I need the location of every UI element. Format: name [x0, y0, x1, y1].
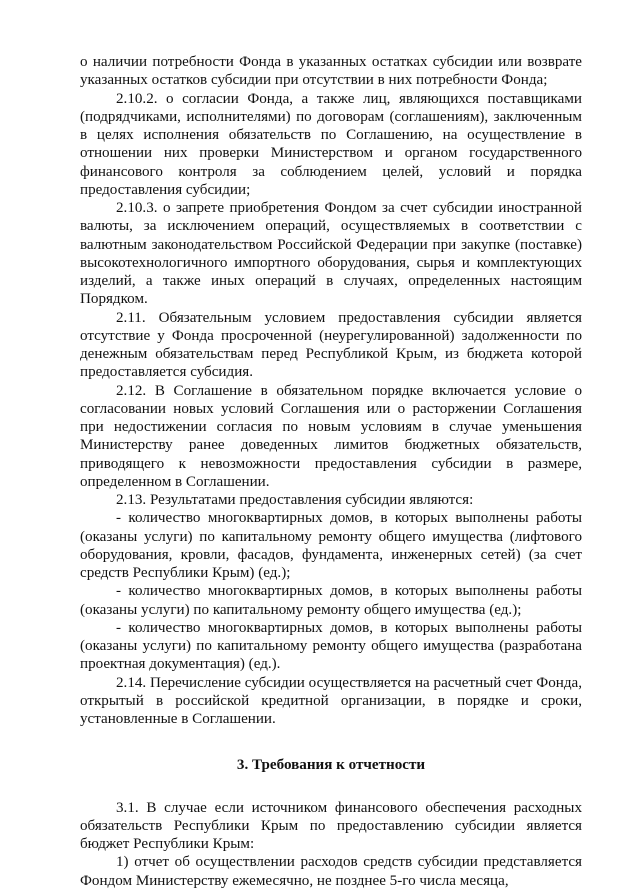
list-item-result-3: - количество многоквартирных домов, в которых выполнены работы (оказаны услуги) по капитальному ремонту общего имущества (разработана проектная документация) (ед.). — [80, 619, 582, 673]
paragraph-2-11: 2.11. Обязательным условием предоставления субсидии является отсутствие у Фонда просроченной (неурегулированной) задолженности по денежным обязательствам перед Республикой Крым, из бюджета которой предоставляется субсидия. — [80, 309, 582, 381]
paragraph-3-1: 3.1. В случае если источником финансового обеспечения расходных обязательств Республики Крым по предоставлению субсидии является бюджет Республики Крым: — [80, 799, 582, 852]
paragraph-3-1-1: 1) отчет об осуществлении расходов средств субсидии представляется Фондом Министерству ежемесячно, не позднее 5-го числа месяца, — [80, 854, 582, 889]
paragraph-2-12: 2.12. В Соглашение в обязательном порядке включается условие о согласовании новых условий Соглашения или о расторжении Соглашения при недостижении согласия по новым условиям в случае уменьшения Министерству ранее доведенных лимитов бюджетных обязательств, приводящего к невозможности предоставления субсидии в размере, определенном в Соглашении. — [80, 382, 582, 490]
document-page — [80, 53, 582, 890]
paragraph-2-10-2: 2.10.2. о согласии Фонда, а также лиц, являющихся поставщиками (подрядчиками, исполнителями) по договорам (соглашениям), заключенным в целях исполнения обязательств по Соглашению, на осуществление в отношении них проверки Министерством и органом государственного финансового контроля за соблюдением целей, условий и порядка предоставления субсидии; — [80, 90, 582, 198]
paragraph-2-14: 2.14. Перечисление субсидии осуществляется на расчетный счет Фонда, открытый в российской кредитной организации, в порядке и сроки, установленные в Соглашении. — [80, 674, 582, 727]
paragraph-continuation: о наличии потребности Фонда в указанных остатках субсидии или возврате указанных остатков субсидии при отсутствии в них потребности Фонда; — [80, 54, 582, 89]
paragraph-2-10-3: 2.10.3. о запрете приобретения Фондом за счет субсидии иностранной валюты, за исключением операций, осуществляемых в соответствии с валютным законодательством Российской Федерации при закупке (поставке) высокотехнологичного импортного оборудования, сырья и комплектующих изделий, а также иных операций в случаях, определенных настоящим Порядком. — [80, 200, 582, 308]
list-item-result-1: - количество многоквартирных домов, в которых выполнены работы (оказаны услуги) по капитальному ремонту общего имущества (лифтового оборудования, кровли, фасадов, фундамента, инженерных сетей) (за счет средств Республики Крым) (ед.); — [80, 510, 582, 581]
section-heading: 3. Требования к отчетности — [236, 757, 426, 774]
paragraph-2-13: 2.13. Результатами предоставления субсидии являются: — [116, 492, 474, 508]
list-item-result-2: - количество многоквартирных домов, в которых выполнены работы (оказаны услуги) по капитальному ремонту общего имущества (ед.); — [80, 583, 582, 618]
